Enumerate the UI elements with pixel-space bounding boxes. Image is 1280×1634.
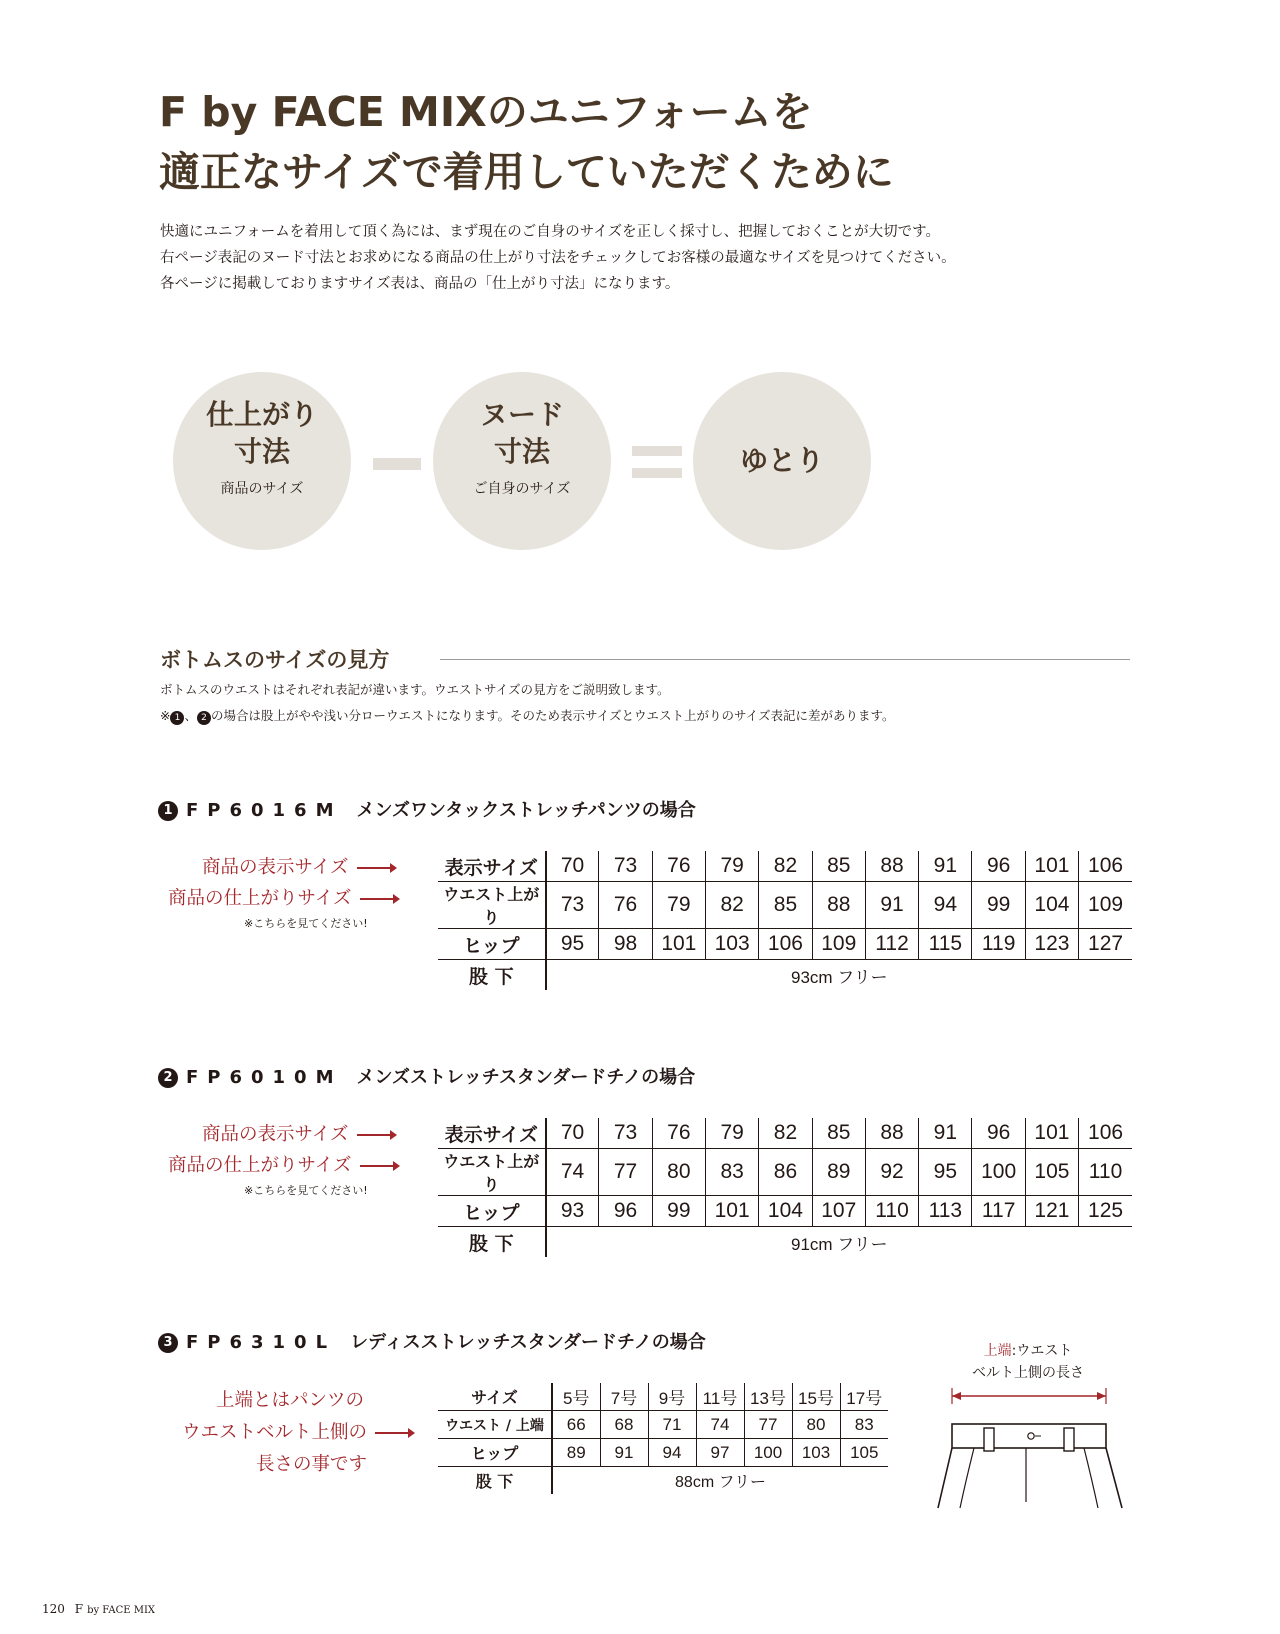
top-edge-label-line1: 上端とはパンツの bbox=[216, 1390, 365, 1411]
table-row bbox=[438, 1467, 888, 1495]
cell: 88 bbox=[812, 882, 865, 929]
row-head: ヒップ bbox=[438, 1439, 552, 1467]
cell: 85 bbox=[812, 851, 865, 882]
size-table-1 bbox=[438, 851, 1132, 990]
product-1-number: 1 bbox=[158, 801, 178, 821]
cell: 125 bbox=[1079, 1196, 1132, 1227]
display-size-text-1: 商品の表示サイズ bbox=[202, 857, 349, 878]
row-head: ヒップ bbox=[438, 1196, 546, 1227]
intro-line-2: 右ページ表記のヌード寸法とお求めになる商品の仕上がり寸法をチェックしてお客様の最適なサイズを見つけてください。 bbox=[160, 250, 956, 266]
cell: 96 bbox=[972, 1118, 1025, 1149]
top-edge-label-line3: 長さの事です bbox=[256, 1454, 368, 1475]
product-1-code: FP6016M bbox=[186, 800, 343, 821]
cell: 86 bbox=[759, 1149, 812, 1196]
cell: 9号 bbox=[648, 1383, 696, 1411]
cell: 94 bbox=[648, 1439, 696, 1467]
waistband-label bbox=[972, 1340, 1084, 1384]
finished-size-label-1 bbox=[168, 884, 398, 910]
cell: 121 bbox=[1025, 1196, 1078, 1227]
note-mark: ※ bbox=[160, 708, 171, 723]
cell: 76 bbox=[652, 1118, 705, 1149]
cell: 82 bbox=[759, 1118, 812, 1149]
product-2-number: 2 bbox=[158, 1068, 178, 1088]
table-row bbox=[438, 1149, 1132, 1196]
cell: 112 bbox=[865, 929, 918, 960]
cell: 115 bbox=[919, 929, 972, 960]
inseam-value: 88cm フリー bbox=[675, 1474, 766, 1491]
nude-size-line2: 寸法 bbox=[493, 435, 550, 468]
note-rest: の場合は股上がやや浅い分ローウエストになります。そのため表示サイズとウエスト上がりのサイズ表記に差があります。 bbox=[211, 708, 895, 723]
cell: 83 bbox=[840, 1411, 888, 1439]
cell: 91 bbox=[865, 882, 918, 929]
cell: 89 bbox=[552, 1439, 600, 1467]
minus-sign bbox=[373, 458, 421, 470]
cell: 79 bbox=[706, 851, 759, 882]
cell: 77 bbox=[599, 1149, 652, 1196]
cell: 109 bbox=[812, 929, 865, 960]
cell: 76 bbox=[652, 851, 705, 882]
display-size-label-1 bbox=[202, 853, 395, 879]
cell: 82 bbox=[759, 851, 812, 882]
cell: 91 bbox=[919, 851, 972, 882]
cell: 103 bbox=[706, 929, 759, 960]
cell: 94 bbox=[919, 882, 972, 929]
cell: 11号 bbox=[696, 1383, 744, 1411]
arrow-right-icon bbox=[357, 867, 395, 869]
table-row bbox=[438, 1196, 1132, 1227]
cell: 92 bbox=[865, 1149, 918, 1196]
cell: 96 bbox=[599, 1196, 652, 1227]
product-2-code: FP6010M bbox=[186, 1067, 343, 1088]
section-heading: ボトムスのサイズの見方 bbox=[160, 648, 390, 672]
note-num-1: 1 bbox=[170, 711, 184, 725]
cell: 110 bbox=[1079, 1149, 1132, 1196]
page-number: 120 bbox=[42, 1602, 65, 1616]
cell: 80 bbox=[792, 1411, 840, 1439]
finished-size-label-2 bbox=[168, 1151, 398, 1177]
cell: 99 bbox=[652, 1196, 705, 1227]
cell: 105 bbox=[1025, 1149, 1078, 1196]
cell: 106 bbox=[1079, 851, 1132, 882]
top-edge-text-2: ウエストベルト上側の bbox=[182, 1422, 368, 1443]
waistband-label-line1 bbox=[972, 1340, 1084, 1362]
nude-size-circle bbox=[433, 372, 611, 550]
cell: 89 bbox=[812, 1149, 865, 1196]
title-line-1: F by FACE MIXのユニフォームを bbox=[159, 88, 813, 136]
cell: 113 bbox=[919, 1196, 972, 1227]
waistband-top-edge: 上端 bbox=[983, 1343, 1012, 1359]
cell: 77 bbox=[744, 1411, 792, 1439]
cell: 91 bbox=[600, 1439, 648, 1467]
cell: 17号 bbox=[840, 1383, 888, 1411]
product-3-name: レディスストレッチスタンダードチノの場合 bbox=[350, 1332, 706, 1353]
cell: 104 bbox=[759, 1196, 812, 1227]
table-row bbox=[438, 851, 1132, 882]
cell: 107 bbox=[812, 1196, 865, 1227]
section-note-1: ボトムスのウエストはそれぞれ表記が違います。ウエストサイズの見方をご説明致します。 bbox=[160, 682, 670, 697]
cell: 101 bbox=[706, 1196, 759, 1227]
row-head: サイズ bbox=[438, 1383, 552, 1411]
intro-line-3: 各ページに掲載しておりますサイズ表は、商品の「仕上がり寸法」になります。 bbox=[160, 276, 680, 292]
page-footer bbox=[42, 1602, 155, 1616]
product-2-heading bbox=[158, 1063, 695, 1089]
cell: 127 bbox=[1079, 929, 1132, 960]
cell: 73 bbox=[546, 882, 599, 929]
cell: 70 bbox=[546, 851, 599, 882]
equals-sign-top bbox=[632, 446, 682, 456]
cell: 105 bbox=[840, 1439, 888, 1467]
title-line-2: 適正なサイズで着用していただくために bbox=[159, 148, 894, 196]
section-rule bbox=[440, 659, 1130, 660]
arrow-right-icon bbox=[360, 1165, 398, 1167]
cell: 117 bbox=[972, 1196, 1025, 1227]
arrow-right-icon bbox=[375, 1432, 413, 1434]
table-row bbox=[438, 1118, 1132, 1149]
cell: 109 bbox=[1079, 882, 1132, 929]
table-row bbox=[438, 1411, 888, 1439]
size-table-2 bbox=[438, 1118, 1132, 1257]
footer-brand-f: F bbox=[74, 1602, 84, 1616]
cell: 101 bbox=[1025, 1118, 1078, 1149]
table-row bbox=[438, 1227, 1132, 1258]
cell: 15号 bbox=[792, 1383, 840, 1411]
cell: 99 bbox=[972, 882, 1025, 929]
cell: 110 bbox=[865, 1196, 918, 1227]
cell: 79 bbox=[706, 1118, 759, 1149]
cell: 95 bbox=[546, 929, 599, 960]
cell: 123 bbox=[1025, 929, 1078, 960]
finished-size-text-2: 商品の仕上がりサイズ bbox=[168, 1155, 352, 1176]
see-here-note-2: ※こちらを見てください! bbox=[244, 1184, 368, 1197]
cell: 88 bbox=[865, 1118, 918, 1149]
row-head: 表示サイズ bbox=[438, 851, 546, 882]
size-table-3 bbox=[438, 1383, 888, 1494]
arrow-right-icon bbox=[357, 1134, 395, 1136]
nude-size-sub: ご自身のサイズ bbox=[473, 481, 571, 497]
cell: 88 bbox=[865, 851, 918, 882]
nude-size-line1: ヌード bbox=[479, 398, 564, 431]
intro-line-1: 快適にユニフォームを着用して頂く為には、まず現在のご自身のサイズを正しく採寸し、把握しておくことが大切です。 bbox=[160, 224, 940, 240]
cell: 100 bbox=[972, 1149, 1025, 1196]
arrow-right-icon bbox=[360, 898, 398, 900]
cell: 100 bbox=[744, 1439, 792, 1467]
cell: 106 bbox=[1079, 1118, 1132, 1149]
cell: 76 bbox=[599, 882, 652, 929]
row-head: ヒップ bbox=[438, 929, 546, 960]
finished-size-line2: 寸法 bbox=[233, 435, 290, 468]
cell: 103 bbox=[792, 1439, 840, 1467]
table-row bbox=[438, 929, 1132, 960]
finished-size-sub: 商品のサイズ bbox=[220, 481, 304, 497]
table-row bbox=[438, 960, 1132, 991]
note-num-2: 2 bbox=[197, 711, 211, 725]
table-row bbox=[438, 882, 1132, 929]
cell: 79 bbox=[652, 882, 705, 929]
equals-sign-bottom bbox=[632, 468, 682, 478]
cell: 98 bbox=[599, 929, 652, 960]
cell: 83 bbox=[706, 1149, 759, 1196]
row-head: 股 下 bbox=[438, 1227, 546, 1258]
cell: 85 bbox=[812, 1118, 865, 1149]
table-row bbox=[438, 1439, 888, 1467]
footer-brand: by FACE MIX bbox=[87, 1605, 156, 1616]
row-head: ウエスト上がり bbox=[438, 1149, 546, 1196]
product-3-number: 3 bbox=[158, 1333, 178, 1353]
waistband-label-line2: ベルト上側の長さ bbox=[972, 1365, 1084, 1381]
cell: 7号 bbox=[600, 1383, 648, 1411]
top-edge-label-line2 bbox=[182, 1418, 413, 1444]
waistband-label-rest: :ウエスト bbox=[1011, 1343, 1073, 1359]
cell: 13号 bbox=[744, 1383, 792, 1411]
page-title bbox=[159, 82, 894, 202]
row-head: 表示サイズ bbox=[438, 1118, 546, 1149]
cell: 73 bbox=[599, 851, 652, 882]
cell: 5号 bbox=[552, 1383, 600, 1411]
cell: 104 bbox=[1025, 882, 1078, 929]
product-1-heading bbox=[158, 796, 696, 822]
cell: 101 bbox=[1025, 851, 1078, 882]
cell: 96 bbox=[972, 851, 1025, 882]
row-head: 股 下 bbox=[438, 960, 546, 991]
cell: 71 bbox=[648, 1411, 696, 1439]
inseam-value: 91cm フリー bbox=[790, 1234, 888, 1254]
cell: 68 bbox=[600, 1411, 648, 1439]
inseam-value: 93cm フリー bbox=[790, 967, 888, 987]
ease-label: ゆとり bbox=[739, 444, 824, 477]
display-size-label-2 bbox=[202, 1120, 395, 1146]
section-note-2 bbox=[160, 706, 895, 725]
cell: 91 bbox=[919, 1118, 972, 1149]
ease-circle bbox=[693, 372, 871, 550]
cell: 80 bbox=[652, 1149, 705, 1196]
product-3-code: FP6310L bbox=[186, 1332, 337, 1353]
cell: 74 bbox=[696, 1411, 744, 1439]
display-size-text-2: 商品の表示サイズ bbox=[202, 1124, 349, 1145]
cell: 101 bbox=[652, 929, 705, 960]
finished-size-text-1: 商品の仕上がりサイズ bbox=[168, 888, 352, 909]
cell: 74 bbox=[546, 1149, 599, 1196]
finished-size-circle bbox=[173, 372, 351, 550]
cell: 119 bbox=[972, 929, 1025, 960]
intro-text bbox=[160, 219, 956, 297]
row-head: ウエスト上がり bbox=[438, 882, 546, 929]
cell: 73 bbox=[599, 1118, 652, 1149]
product-3-heading bbox=[158, 1328, 706, 1354]
product-2-name: メンズストレッチスタンダードチノの場合 bbox=[356, 1067, 696, 1088]
finished-size-line1: 仕上がり bbox=[205, 398, 318, 431]
pants-waistband-illustration bbox=[920, 1384, 1140, 1514]
cell: 66 bbox=[552, 1411, 600, 1439]
see-here-note-1: ※こちらを見てください! bbox=[244, 917, 368, 930]
cell: 106 bbox=[759, 929, 812, 960]
cell: 70 bbox=[546, 1118, 599, 1149]
table-row bbox=[438, 1383, 888, 1411]
cell: 82 bbox=[706, 882, 759, 929]
cell: 97 bbox=[696, 1439, 744, 1467]
row-head: 股 下 bbox=[438, 1467, 552, 1495]
cell: 85 bbox=[759, 882, 812, 929]
product-1-name: メンズワンタックストレッチパンツの場合 bbox=[356, 800, 696, 821]
cell: 93 bbox=[546, 1196, 599, 1227]
note-sep: 、 bbox=[184, 708, 197, 723]
row-head: ウエスト / 上端 bbox=[438, 1411, 552, 1439]
cell: 95 bbox=[919, 1149, 972, 1196]
